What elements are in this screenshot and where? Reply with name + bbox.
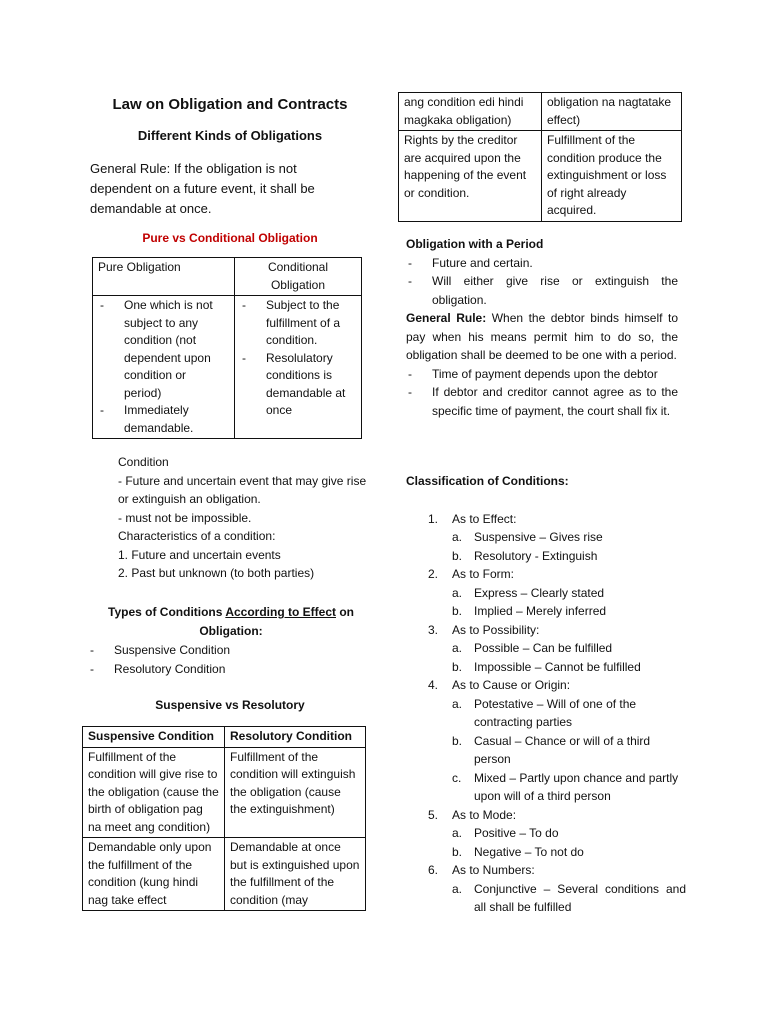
subitem-letter: a. [452,826,463,840]
item-number: 3. [428,622,439,637]
pure-vs-conditional-heading: Pure vs Conditional Obligation [142,231,318,245]
list-item: - Suspensive Condition [88,641,338,660]
document-title: Law on Obligation and Contracts [112,96,348,113]
condition-section [118,453,374,583]
classification-item [406,676,686,695]
table-header-pure: Pure Obligation [93,258,235,296]
table-cell: ang condition edi hindi magkaka obligation) [399,93,542,131]
conditional-obligation-cell [235,296,362,439]
condition-line: 1. Future and uncertain events [118,547,281,562]
classification-list [406,510,686,917]
list-item: - Time of payment depends upon the debtor [406,365,678,384]
suspensive-vs-resolutory-heading: Suspensive vs Resolutory [155,698,305,712]
table-cell: Fulfillment of the condition produce the extinguishment or loss of right already acquired. [542,131,682,222]
section-subtitle: Different Kinds of Obligations [137,128,323,143]
subitem-text: Resolutory - Extinguish [474,548,598,563]
list-item: - Subject to the fulfillment of a condition. [240,297,356,350]
classification-section [406,472,686,917]
subitem-text: Implied – Merely inferred [474,604,607,618]
subitem-letter: a. [452,585,463,600]
subitem-text: Possible – Can be fulfilled [474,641,613,655]
pure-obligation-cell [93,296,235,439]
classification-subitem [406,732,686,769]
period-general-rule: General Rule: When the debtor binds himself to pay when his means permit him to do so, the obligation shall be deemed to be one with a period. [406,311,678,362]
subitem-text: Conjunctive – Several conditions and all shall be fulfilled [474,881,686,914]
table-cell: Fulfillment of the condition will extinguish the obligation (cause the extinguishment) [225,747,366,838]
item-number: 5. [428,807,439,822]
classification-subitem [406,602,686,621]
types-list [88,641,338,678]
subitem-text: Potestative – Will of one of the contracting parties [474,696,637,729]
list-item: - Future and certain. [406,254,678,273]
condition-line: - Future and uncertain event that may give rise or extinguish an obligation. [118,473,367,506]
subitem-letter: b. [452,844,463,859]
table-cell: obligation na nagtatake effect) [542,93,682,131]
classification-subitem [406,769,686,806]
subitem-letter: a. [452,641,463,655]
item-number: 1. [428,511,439,526]
types-of-conditions-heading: Types of Conditions According to Effect on Obligation: [108,605,354,638]
classification-subitem [406,528,686,547]
classification-subitem [406,584,686,603]
list-item: - Will either give rise or extinguish the obligation. [406,272,678,309]
classification-subitem [406,695,686,732]
item-label: As to Form: [452,567,515,581]
period-list-2 [406,365,678,421]
item-number: 2. [428,567,439,581]
classification-item [406,621,686,640]
table-cell: Rights by the creditor are acquired upon the happening of the event or condition. [399,131,542,222]
subitem-letter: b. [452,548,463,563]
item-label: As to Cause or Origin: [452,678,571,692]
subitem-letter: a. [452,696,463,711]
list-item: - Immediately demandable. [98,402,226,437]
condition-line: 2. Past but unknown (to both parties) [118,566,315,580]
classification-subitem [406,658,686,677]
item-label: As to Effect: [452,511,517,526]
condition-line: Characteristics of a condition: [118,529,276,543]
item-label: As to Possibility: [452,622,540,637]
list-item: - Resolutory Condition [88,660,338,679]
condition-line: - must not be impossible. [118,510,252,525]
item-number: 4. [428,678,439,692]
pure-vs-conditional-table [92,257,362,439]
suspensive-vs-resolutory-table [82,726,366,911]
subitem-letter: c. [452,770,462,785]
subitem-text: Casual – Chance or will of a third person [474,733,651,766]
classification-subitem [406,843,686,862]
item-label: As to Mode: [452,807,517,822]
period-list [406,254,678,310]
subitem-text: Negative – To not do [474,844,584,859]
item-label: As to Numbers: [452,863,535,877]
classification-item [406,565,686,584]
classification-item [406,861,686,880]
subitem-text: Express – Clearly stated [474,585,605,600]
subitem-letter: b. [452,659,463,674]
subitem-text: Positive – To do [474,826,559,840]
period-heading: Obligation with a Period [406,237,544,251]
subitem-text: Mixed – Partly upon chance and partly upon will of a third person [474,770,679,803]
classification-subitem [406,880,686,917]
list-item: - One which is not subject to any condition (not dependent upon condition or period) [98,297,226,402]
period-section [406,235,678,420]
classification-subitem [406,639,686,658]
item-number: 6. [428,863,439,877]
table-header-resolutory: Resolutory Condition [225,727,366,748]
table-header-conditional: Conditional Obligation [235,258,362,296]
classification-item [406,806,686,825]
table-cell: Demandable only upon the fulfillment of the condition (kung hindi nag take effect [83,838,225,911]
classification-heading: Classification of Conditions: [406,474,569,488]
classification-item [406,510,686,529]
list-item: - Resolulatory conditions is demandable at once [240,350,356,420]
classification-subitem [406,547,686,566]
general-rule-paragraph: General Rule: If the obligation is not dependent on a future event, it shall be demandable at once. [90,161,315,216]
subitem-text: Impossible – Cannot be fulfilled [474,659,641,674]
subitem-letter: a. [452,530,463,544]
subitem-letter: a. [452,881,463,896]
subitem-letter: b. [452,604,463,618]
table-cell: Fulfillment of the condition will give rise to the obligation (cause the birth of obligation pag na meet ang condition) [83,747,225,838]
continued-table [398,92,682,222]
table-header-suspensive: Suspensive Condition [83,727,225,748]
list-item: - If debtor and creditor cannot agree as to the specific time of payment, the court shall fix it. [406,383,678,420]
table-cell: Demandable at once but is extinguished upon the fulfillment of the condition (may [225,838,366,911]
subitem-text: Suspensive – Gives rise [474,530,603,544]
classification-subitem [406,824,686,843]
subitem-letter: b. [452,733,463,748]
condition-heading: Condition [118,455,169,469]
